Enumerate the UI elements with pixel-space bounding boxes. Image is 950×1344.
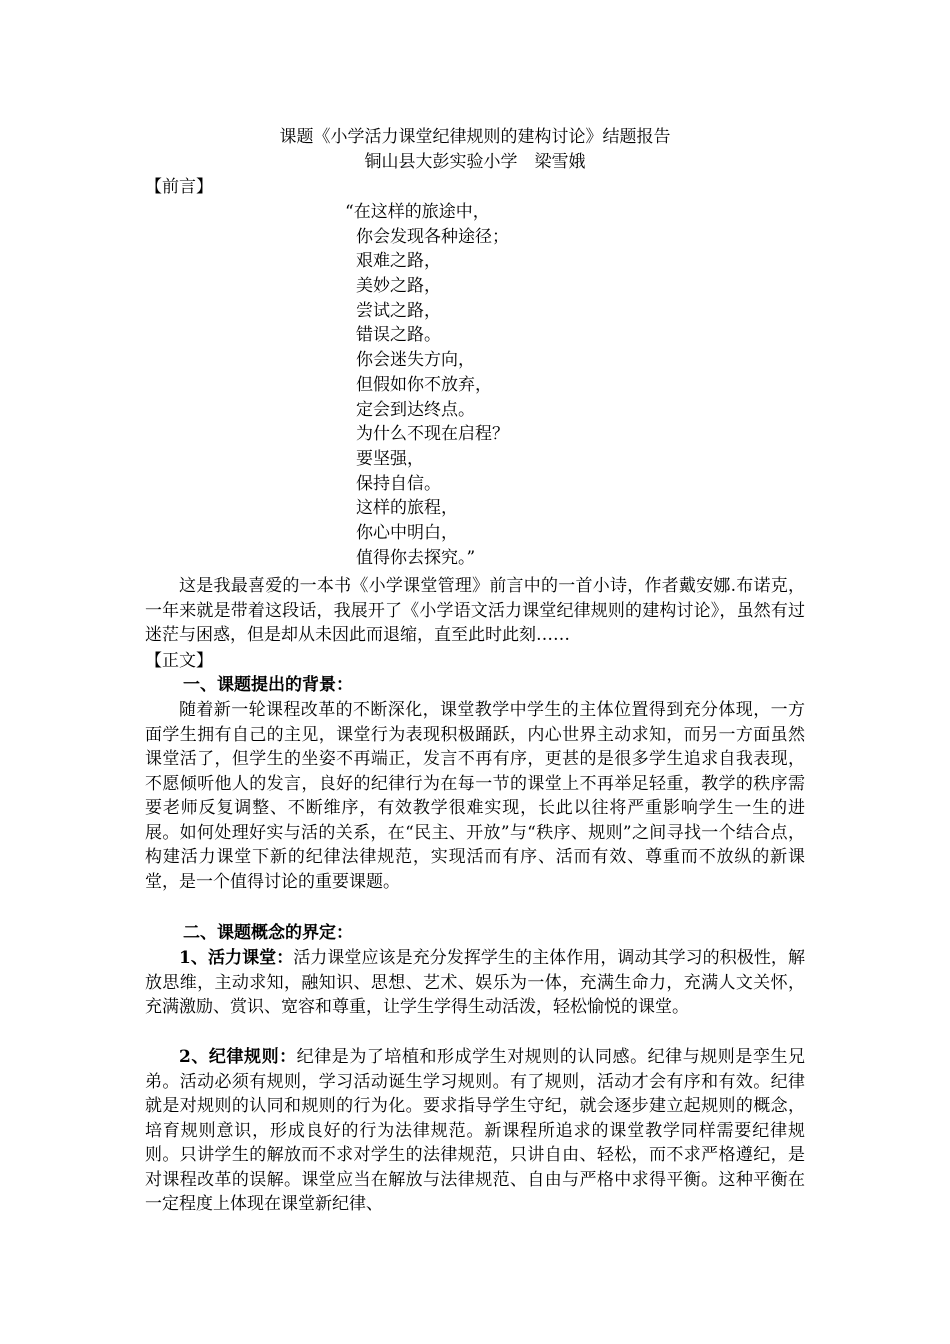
- poem-line: 要坚强，: [356, 448, 424, 469]
- poem-line: 尝试之路，: [356, 300, 441, 321]
- definition-text: 纪律是为了培植和形成学生对规则的认同感。纪律与规则是孪生兄弟。活动必须有规则，学习活动诞生学习规则。有了规则，活动才会有序和有效。纪律就是对规则的认同和规则的行为化。要求指导学生守纪，就会逐步建立起规则的概念，培育规则意识，形成良好的行为法律规范。新课程所追求的课堂教学同样需要纪律规则。只讲学生的解放而不求对学生的法律规范，只讲自由、轻松，而不求严格遵纪，是对课程改革的误解。课堂应当在解放与法律规范、自由与严格中求得平衡。这种平衡在一定程度上体现在课堂新纪律、: [145, 1047, 805, 1214]
- poem-line: 保持自信。: [356, 473, 441, 494]
- report-title: 课题《小学活力课堂纪律规则的建构讨论》结题报告: [279, 127, 671, 147]
- poem-line: 你会发现各种途径；: [356, 226, 509, 247]
- preface-intro-paragraph: 这是我最喜爱的一本书《小学课堂管理》前言中的一首小诗，作者戴安娜.布诺克，一年来就是带着这段话，我展开了《小学语文活力课堂纪律规则的建构讨论》，虽然有过迷茫与困惑，但是却从未因此而退缩，直至此时此刻……: [145, 576, 805, 645]
- poem-line: 为什么不现在启程？: [356, 424, 509, 445]
- definition-paragraph-discipline-rules: [145, 1045, 805, 1217]
- poem-line: 定会到达终点。: [356, 399, 475, 420]
- poem-line: 艰难之路，: [356, 251, 441, 272]
- poem-line: 值得你去探究。”: [356, 547, 476, 568]
- poem-line: 这样的旅程，: [356, 498, 458, 519]
- section-heading-definitions: 二、课题概念的界定：: [183, 923, 353, 943]
- poem-line: 你心中明白，: [356, 522, 458, 543]
- poem-line: 你会迷失方向，: [356, 350, 475, 371]
- definition-paragraph-active-classroom: [145, 946, 805, 1020]
- definition-term: 1、活力课堂：: [179, 948, 294, 968]
- preface-label: 【前言】: [145, 177, 213, 197]
- author-line: 铜山县大彭实验小学 梁雪娥: [364, 152, 586, 172]
- section-heading-background: 一、课题提出的背景：: [183, 675, 353, 695]
- preface-poem: [345, 200, 509, 570]
- poem-line: “在这样的旅途中，: [345, 202, 490, 222]
- definition-text: 活力课堂应该是充分发挥学生的主体作用，调动其学习的积极性，解放思维，主动求知，融知识、思想、艺术、娱乐为一体，充满生命力，充满人文关怀，充满激励、赏识、宽容和尊重，让学生学得生动活泼，轻松愉悦的课堂。: [145, 948, 805, 1017]
- poem-line: 错误之路。: [356, 325, 441, 346]
- background-paragraph: 随着新一轮课程改革的不断深化，课堂教学中学生的主体位置得到充分体现，一方面学生拥有自己的主见，课堂行为表现积极踊跃，内心世界主动求知，而另一方面虽然课堂活了，但学生的坐姿不再端正，发言不再有序，更甚的是很多学生追求自我表现，不愿倾听他人的发言，良好的纪律行为在每一节的课堂上不再举足轻重，教学的秩序需要老师反复调整、不断维序，有效教学很难实现，长此以往将严重影响学生一生的进展。如何处理好实与活的关系，在“民主、开放”与“秩序、规则”之间寻找一个结合点，构建活力课堂下新的纪律法律规范，实现活而有序、活而有效、尊重而不放纵的新课堂，是一个值得讨论的重要课题。: [145, 700, 805, 892]
- main-label: 【正文】: [145, 651, 213, 671]
- poem-line: 美妙之路，: [356, 276, 441, 297]
- definition-term: 2、纪律规则：: [179, 1047, 297, 1067]
- poem-line: 但假如你不放弃，: [356, 374, 492, 395]
